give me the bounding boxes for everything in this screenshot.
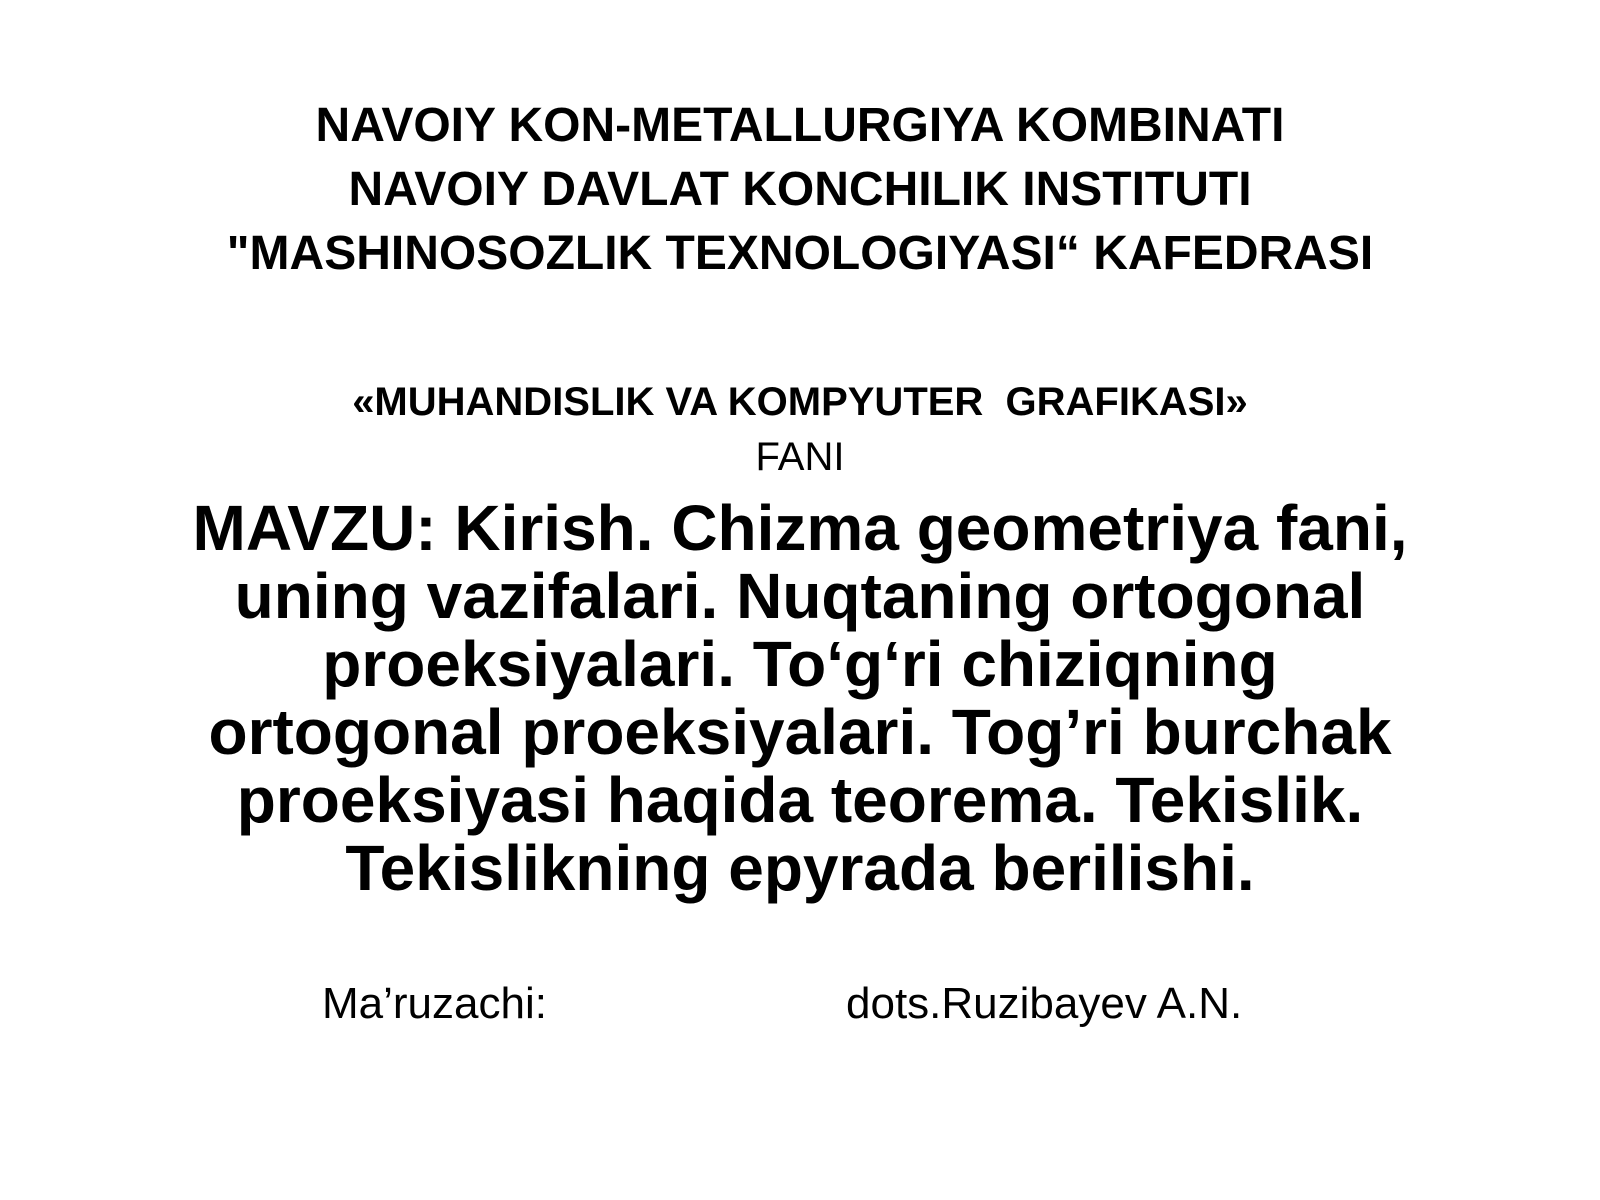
header-line-combinat: NAVOIY KON-METALLURGIYA KOMBINATI (315, 99, 1285, 152)
course-title: «MUHANDISLIK VA KOMPYUTER GRAFIKASI» (352, 380, 1248, 424)
header-line-institute: NAVOIY DAVLAT KONCHILIK INSTITUTI (348, 163, 1252, 216)
lecture-topic (100, 494, 1500, 902)
topic-line: proeksiyalari. To‘g‘ri chiziqning (322, 628, 1278, 700)
topic-line: uning vazifalari. Nuqtaning ortogonal (234, 560, 1366, 632)
header-line-department: "MASHINOSOZLIK TEXNOLOGIYASI“ KAFEDRASI (226, 227, 1374, 280)
topic-line: Tekislikning epyrada berilishi. (345, 832, 1255, 904)
lecturer-label: Ma’ruzachi: (322, 979, 547, 1028)
course-suffix: FANI (755, 435, 845, 479)
lecturer-name: dots.Ruzibayev A.N. (846, 979, 1243, 1028)
topic-line: MAVZU: Kirish. Chizma geometriya fani, (192, 492, 1408, 564)
topic-line: ortogonal proeksiyalari. Tog’ri burchak (208, 696, 1392, 768)
institution-header (0, 94, 1600, 286)
topic-line: proeksiyasi haqida teorema. Tekislik. (236, 764, 1364, 836)
